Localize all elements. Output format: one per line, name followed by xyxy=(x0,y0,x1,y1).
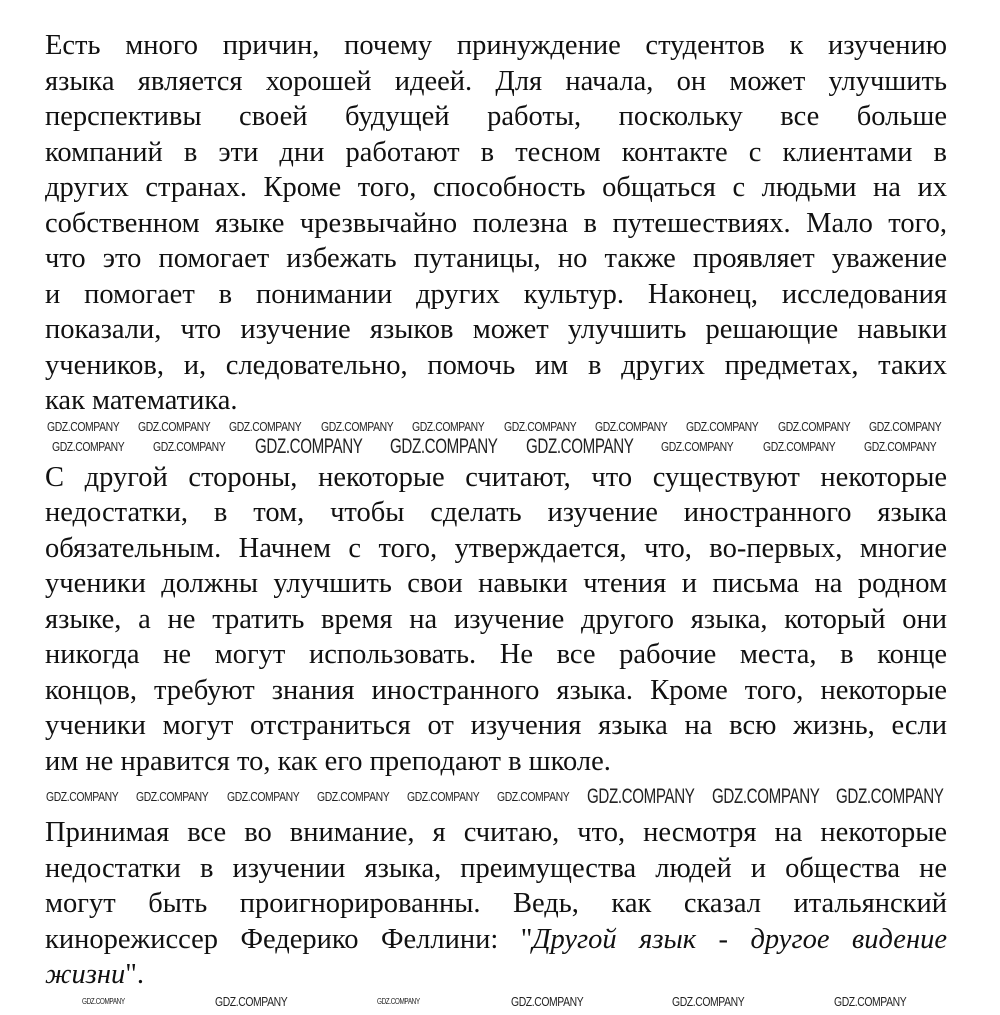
watermark-slot xyxy=(834,994,910,1010)
watermark-slot xyxy=(377,997,425,1007)
watermark-slot xyxy=(47,419,123,435)
watermark-row xyxy=(45,994,947,1010)
watermark-strip xyxy=(45,779,947,815)
watermark-slot xyxy=(46,789,122,805)
text-line: недостатки, в том, чтобы сделать изучение иностранного языка xyxy=(45,497,947,528)
watermark: GDZ.COMPANY xyxy=(153,439,226,454)
watermark-row xyxy=(45,785,947,809)
watermark-slot xyxy=(153,439,229,455)
text-line: Есть много причин, почему принуждение студентов к изучению xyxy=(45,30,947,61)
watermark: GDZ.COMPANY xyxy=(226,789,299,804)
watermark: GDZ.COMPANY xyxy=(672,994,745,1009)
text-line: С другой стороны, некоторые считают, что существуют некоторые xyxy=(45,461,947,493)
text-line: собственном языке чрезвычайно полезна в путешествиях. Мало того, xyxy=(45,207,947,239)
watermark: GDZ.COMPANY xyxy=(510,994,584,1009)
watermark: GDZ.COMPANY xyxy=(497,789,570,804)
watermark-slot xyxy=(255,435,365,459)
watermark-slot xyxy=(52,439,128,455)
watermark-slot xyxy=(497,789,573,805)
watermark: GDZ.COMPANY xyxy=(320,419,394,434)
watermark: GDZ.COMPANY xyxy=(711,785,820,808)
watermark-slot xyxy=(227,789,303,805)
text-line xyxy=(45,922,947,958)
text-line: никогда не могут использовать. Не все рабочие места, в конце xyxy=(45,639,947,670)
watermark: GDZ.COMPANY xyxy=(229,419,302,434)
watermark-row xyxy=(45,419,947,435)
watermark-slot xyxy=(82,997,130,1007)
watermark: GDZ.COMPANY xyxy=(136,789,209,804)
watermark-slot xyxy=(390,435,500,459)
watermark-slot xyxy=(412,419,488,435)
watermark-slot xyxy=(526,435,636,459)
watermark-slot xyxy=(321,419,397,435)
watermark-slot xyxy=(686,419,762,435)
watermark: GDZ.COMPANY xyxy=(81,997,125,1006)
watermark-slot xyxy=(407,789,483,805)
watermark: GDZ.COMPANY xyxy=(390,435,498,458)
text-line: Принимая все во внимание, я считаю, что, несмотря на некоторые xyxy=(45,817,947,848)
watermark-slot xyxy=(763,439,839,455)
watermark: GDZ.COMPANY xyxy=(834,994,907,1009)
text-line: обязательным. Начнем с того, утверждается, что, во-первых, многие xyxy=(45,532,947,564)
document-body xyxy=(45,28,947,1012)
watermark-strip xyxy=(45,993,947,1012)
paragraph-3 xyxy=(45,815,947,993)
text-line: им не нравится то, как его преподают в школе. xyxy=(45,745,611,777)
watermark-row xyxy=(45,435,947,459)
watermark: GDZ.COMPANY xyxy=(835,785,944,808)
watermark-slot xyxy=(778,419,854,435)
watermark: GDZ.COMPANY xyxy=(46,419,119,434)
watermark-slot xyxy=(215,994,291,1010)
watermark-slot xyxy=(595,419,671,435)
watermark: GDZ.COMPANY xyxy=(661,439,734,454)
watermark: GDZ.COMPANY xyxy=(412,419,485,434)
text-line: перспективы своей будущей работы, поскольку все больше xyxy=(45,101,947,132)
watermark: GDZ.COMPANY xyxy=(377,997,420,1006)
text-line: показали, что изучение языков может улучшить решающие навыки xyxy=(45,314,947,345)
watermark-slot xyxy=(864,439,940,455)
watermark-slot xyxy=(136,789,212,805)
watermark: GDZ.COMPANY xyxy=(595,419,668,434)
watermark-slot xyxy=(869,419,945,435)
text-line: как математика. xyxy=(45,385,238,416)
watermark-slot xyxy=(511,994,587,1010)
watermark-strip xyxy=(45,419,947,460)
watermark: GDZ.COMPANY xyxy=(762,439,836,454)
text-line: что это помогает избежать путаницы, но также проявляет уважение xyxy=(45,243,947,274)
watermark-slot xyxy=(661,439,737,455)
watermark: GDZ.COMPANY xyxy=(869,419,942,434)
text-line: ученики могут отстраниться от изучения языка на всю жизнь, если xyxy=(45,710,947,741)
text-line: ученики должны улучшить свои навыки чтения и письма на родном xyxy=(45,568,947,599)
text-line: и помогает в понимании других культур. Наконец, исследования xyxy=(45,278,947,310)
watermark-slot xyxy=(317,789,393,805)
text-line: могут быть проигнорированны. Ведь, как сказал итальянский xyxy=(45,888,947,919)
watermark: GDZ.COMPANY xyxy=(686,419,759,434)
text-line: концов, требуют знания иностранного языка. Кроме того, некоторые xyxy=(45,674,947,706)
watermark-slot xyxy=(587,785,697,809)
text-line: компаний в эти дни работают в тесном контакте с клиентами в xyxy=(45,136,947,168)
watermark: GDZ.COMPANY xyxy=(525,435,634,458)
paragraph-1 xyxy=(45,28,947,419)
paragraph-2 xyxy=(45,460,947,780)
watermark-slot xyxy=(229,419,305,435)
watermark: GDZ.COMPANY xyxy=(777,419,851,434)
text-line: языке, а не тратить время на изучение другого языка, который они xyxy=(45,603,947,635)
watermark: GDZ.COMPANY xyxy=(587,785,695,808)
watermark: GDZ.COMPANY xyxy=(864,439,937,454)
watermark-slot xyxy=(504,419,580,435)
watermark: GDZ.COMPANY xyxy=(254,435,363,458)
text-segment: кинорежиссер Федерико Феллини: " xyxy=(45,923,533,955)
watermark: GDZ.COMPANY xyxy=(316,789,390,804)
watermark: GDZ.COMPANY xyxy=(138,419,211,434)
quote-italic: Другой язык - другое видение xyxy=(532,923,947,955)
text-line: других странах. Кроме того, способность общаться с людьми на их xyxy=(45,172,947,203)
watermark: GDZ.COMPANY xyxy=(406,789,480,804)
text-line: недостатки в изучении языка, преимущества людей и общества не xyxy=(45,852,947,884)
watermark-slot xyxy=(712,785,822,809)
text-segment: ". xyxy=(125,959,145,990)
watermark-slot xyxy=(672,994,748,1010)
text-line xyxy=(45,957,947,993)
text-line: учеников, и, следовательно, помочь им в других предметах, таких xyxy=(45,349,947,381)
watermark: GDZ.COMPANY xyxy=(46,789,119,804)
text-line: языка является хорошей идеей. Для начала, он может улучшить xyxy=(45,65,947,97)
watermark: GDZ.COMPANY xyxy=(215,994,288,1009)
quote-italic: жизни xyxy=(45,959,126,990)
watermark-slot xyxy=(836,785,946,809)
watermark-slot xyxy=(138,419,214,435)
watermark: GDZ.COMPANY xyxy=(51,439,125,454)
watermark: GDZ.COMPANY xyxy=(503,419,576,434)
